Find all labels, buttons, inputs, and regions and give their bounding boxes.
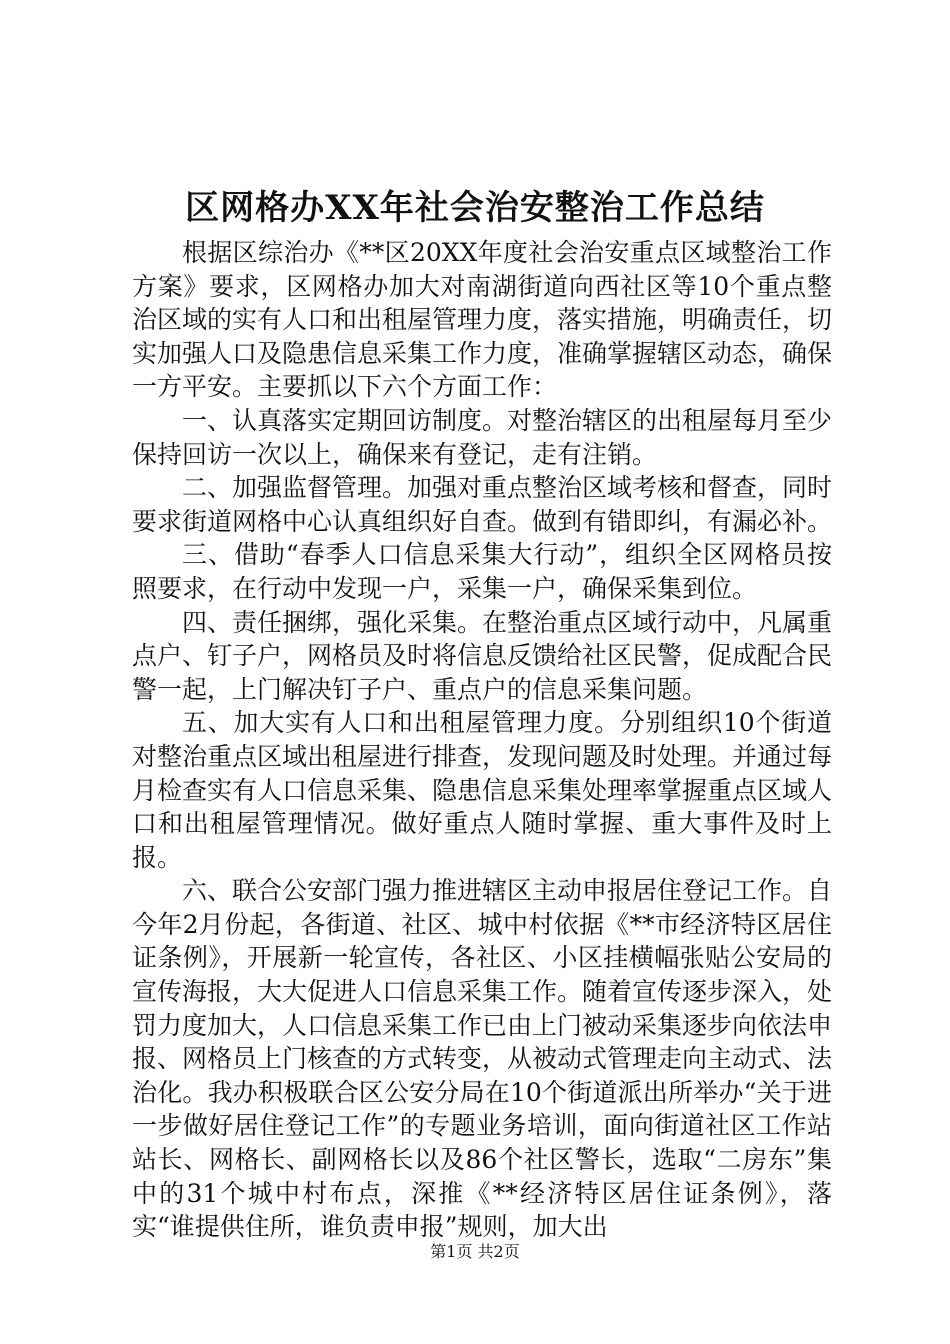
paragraph-item-2: 二、加强监督管理。加强对重点整治区域考核和督查，同时要求街道网格中心认真组织好自查。做到有错即纠，有漏必补。: [132, 473, 833, 536]
paragraph-item-5: 五、加大实有人口和出租屋管理力度。分别组织10个街道对整治重点区域出租屋进行排查，发现问题及时处理。并通过每月检查实有人口信息采集、隐患信息采集处理率掌握重点区域人口和出租屋管理情况。做好重点人随时掌握、重大事件及时上报。: [132, 708, 833, 872]
page-footer: 第1页 共2页: [430, 1242, 520, 1261]
paragraph-item-1: 一、认真落实定期回访制度。对整治辖区的出租屋每月至少保持回访一次以上，确保来有登记，走有注销。: [132, 405, 833, 469]
paragraph-item-3: 三、借助“春季人口信息采集大行动”，组织全区网格员按照要求，在行动中发现一户，采集一户，确保采集到位。: [132, 540, 832, 603]
paragraph-intro: 根据区综治办《**区20XX年度社会治安重点区域整治工作方案》要求，区网格办加大对南湖街道向西社区等10个重点整治区域的实有人口和出租屋管理力度，落实措施，明确责任，切实加强人口及隐患信息采集工作力度，准确掌握辖区动态，确保一方平安。主要抓以下六个方面工作：: [132, 238, 833, 402]
paragraph-item-6: 六、联合公安部门强力推进辖区主动申报居住登记工作。自今年2月份起，各街道、社区、城中村依据《**市经济特区居住证条例》，开展新一轮宣传，各社区、小区挂横幅张贴公安局的宣传海报，大大促进人口信息采集工作。随着宣传逐步深入，处罚力度加大，人口信息采集工作已由上门被动采集逐步向依法申报、网格员上门核查的方式转变，从被动式管理走向主动式、法治化。我办积极联合区公安分局在10个街道派出所举办“关于进一步做好居住登记工作”的专题业务培训，面向街道社区工作站站长、网格长、副网格长以及86个社区警长，选取“二房东”集中的31个城中村布点，深推《**经济特区居住证条例》，落实“谁提供住所，谁负责申报”规则，加大出: [132, 876, 833, 1242]
paragraph-item-4: 四、责任捆绑，强化采集。在整治重点区域行动中，凡属重点户、钉子户，网格员及时将信息反馈给社区民警，促成配合民警一起，上门解决钉子户、重点户的信息采集问题。: [132, 607, 833, 704]
document-body: [132, 236, 832, 1244]
document-title: 区网格办XX年社会治安整治工作总结: [185, 188, 765, 228]
